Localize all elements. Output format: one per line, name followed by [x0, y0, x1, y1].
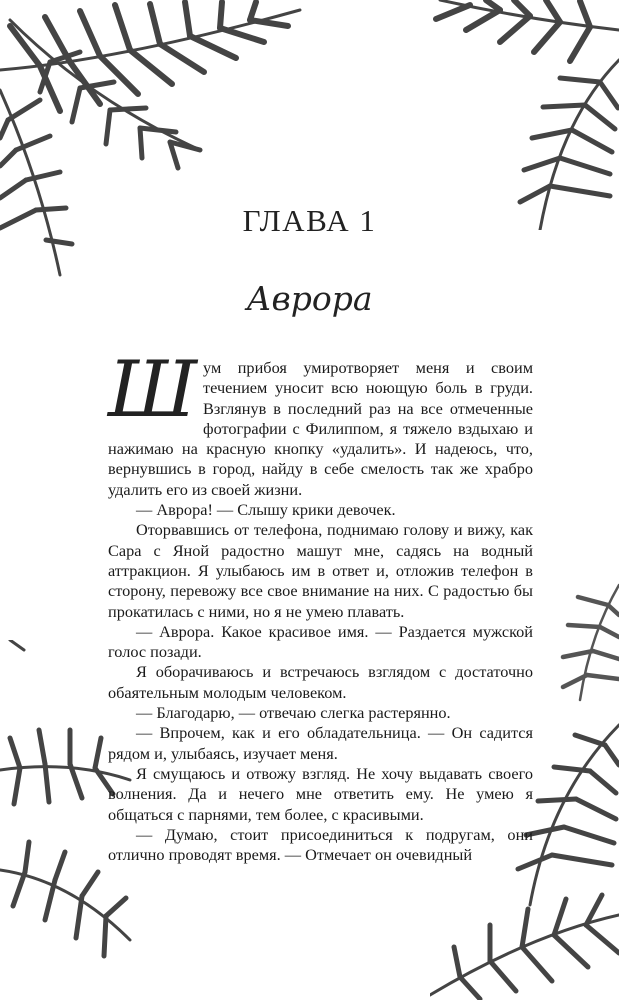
paragraph: Я оборачиваюсь и встречаюсь взглядом с достаточно обаятельным молодым человеком. — [108, 662, 533, 702]
paragraph: — Аврора! — Слышу крики девочек. — [136, 500, 396, 520]
drop-cap: Ш — [108, 345, 198, 435]
chapter-title: ГЛАВА 1 — [242, 203, 377, 238]
paragraph: — Благодарю, — отвечаю слегка растерянно. — [136, 703, 451, 723]
palm-leaf-mid-right-icon — [560, 575, 619, 705]
paragraph: — Впрочем, как и его обладательница. — Он садится рядом и, улыбаясь, изучает меня. — [108, 723, 533, 763]
palm-leaf-top-right-icon — [430, 0, 619, 230]
paragraph: — Думаю, стоит присоединиться к подругам, они отлично проводят время. — Отмечает он очевидный — [108, 824, 533, 865]
paragraph: — Аврора. Какое красивое имя. — Раздается мужской голос позади. — [108, 621, 533, 662]
paragraph-text: ум прибоя умиротворяет меня и своим течением уносит всю ноющую боль в груди. Взглянув в последний раз на все отмеченные фотографии с Филиппом, я тяжело вздыхаю и нажимаю на красную кнопку «удалить». И надеюсь, что, вернувшись в город, найду в себе смелость так же храбро удалить его из своей жизни. — [108, 358, 533, 499]
paragraph — [108, 345, 533, 500]
chapter-body — [108, 345, 533, 865]
chapter-subtitle: Аврора — [246, 279, 373, 318]
paragraph: Я смущаюсь и отвожу взгляд. Не хочу выдавать своего волнения. Да и нечего мне ответить ему. Не умею я общаться с парнями, тем более, с красивыми. — [108, 763, 533, 824]
paragraph: Оторвавшись от телефона, поднимаю голову и вижу, как Сара с Яной радостно машут мне, садясь на водный аттракцион. Я улыбаюсь им в ответ и, отложив телефон в сторону, перевожу все свое внимание на них. С радостью бы прокатилась с ними, но я не умею плавать. — [108, 520, 533, 621]
